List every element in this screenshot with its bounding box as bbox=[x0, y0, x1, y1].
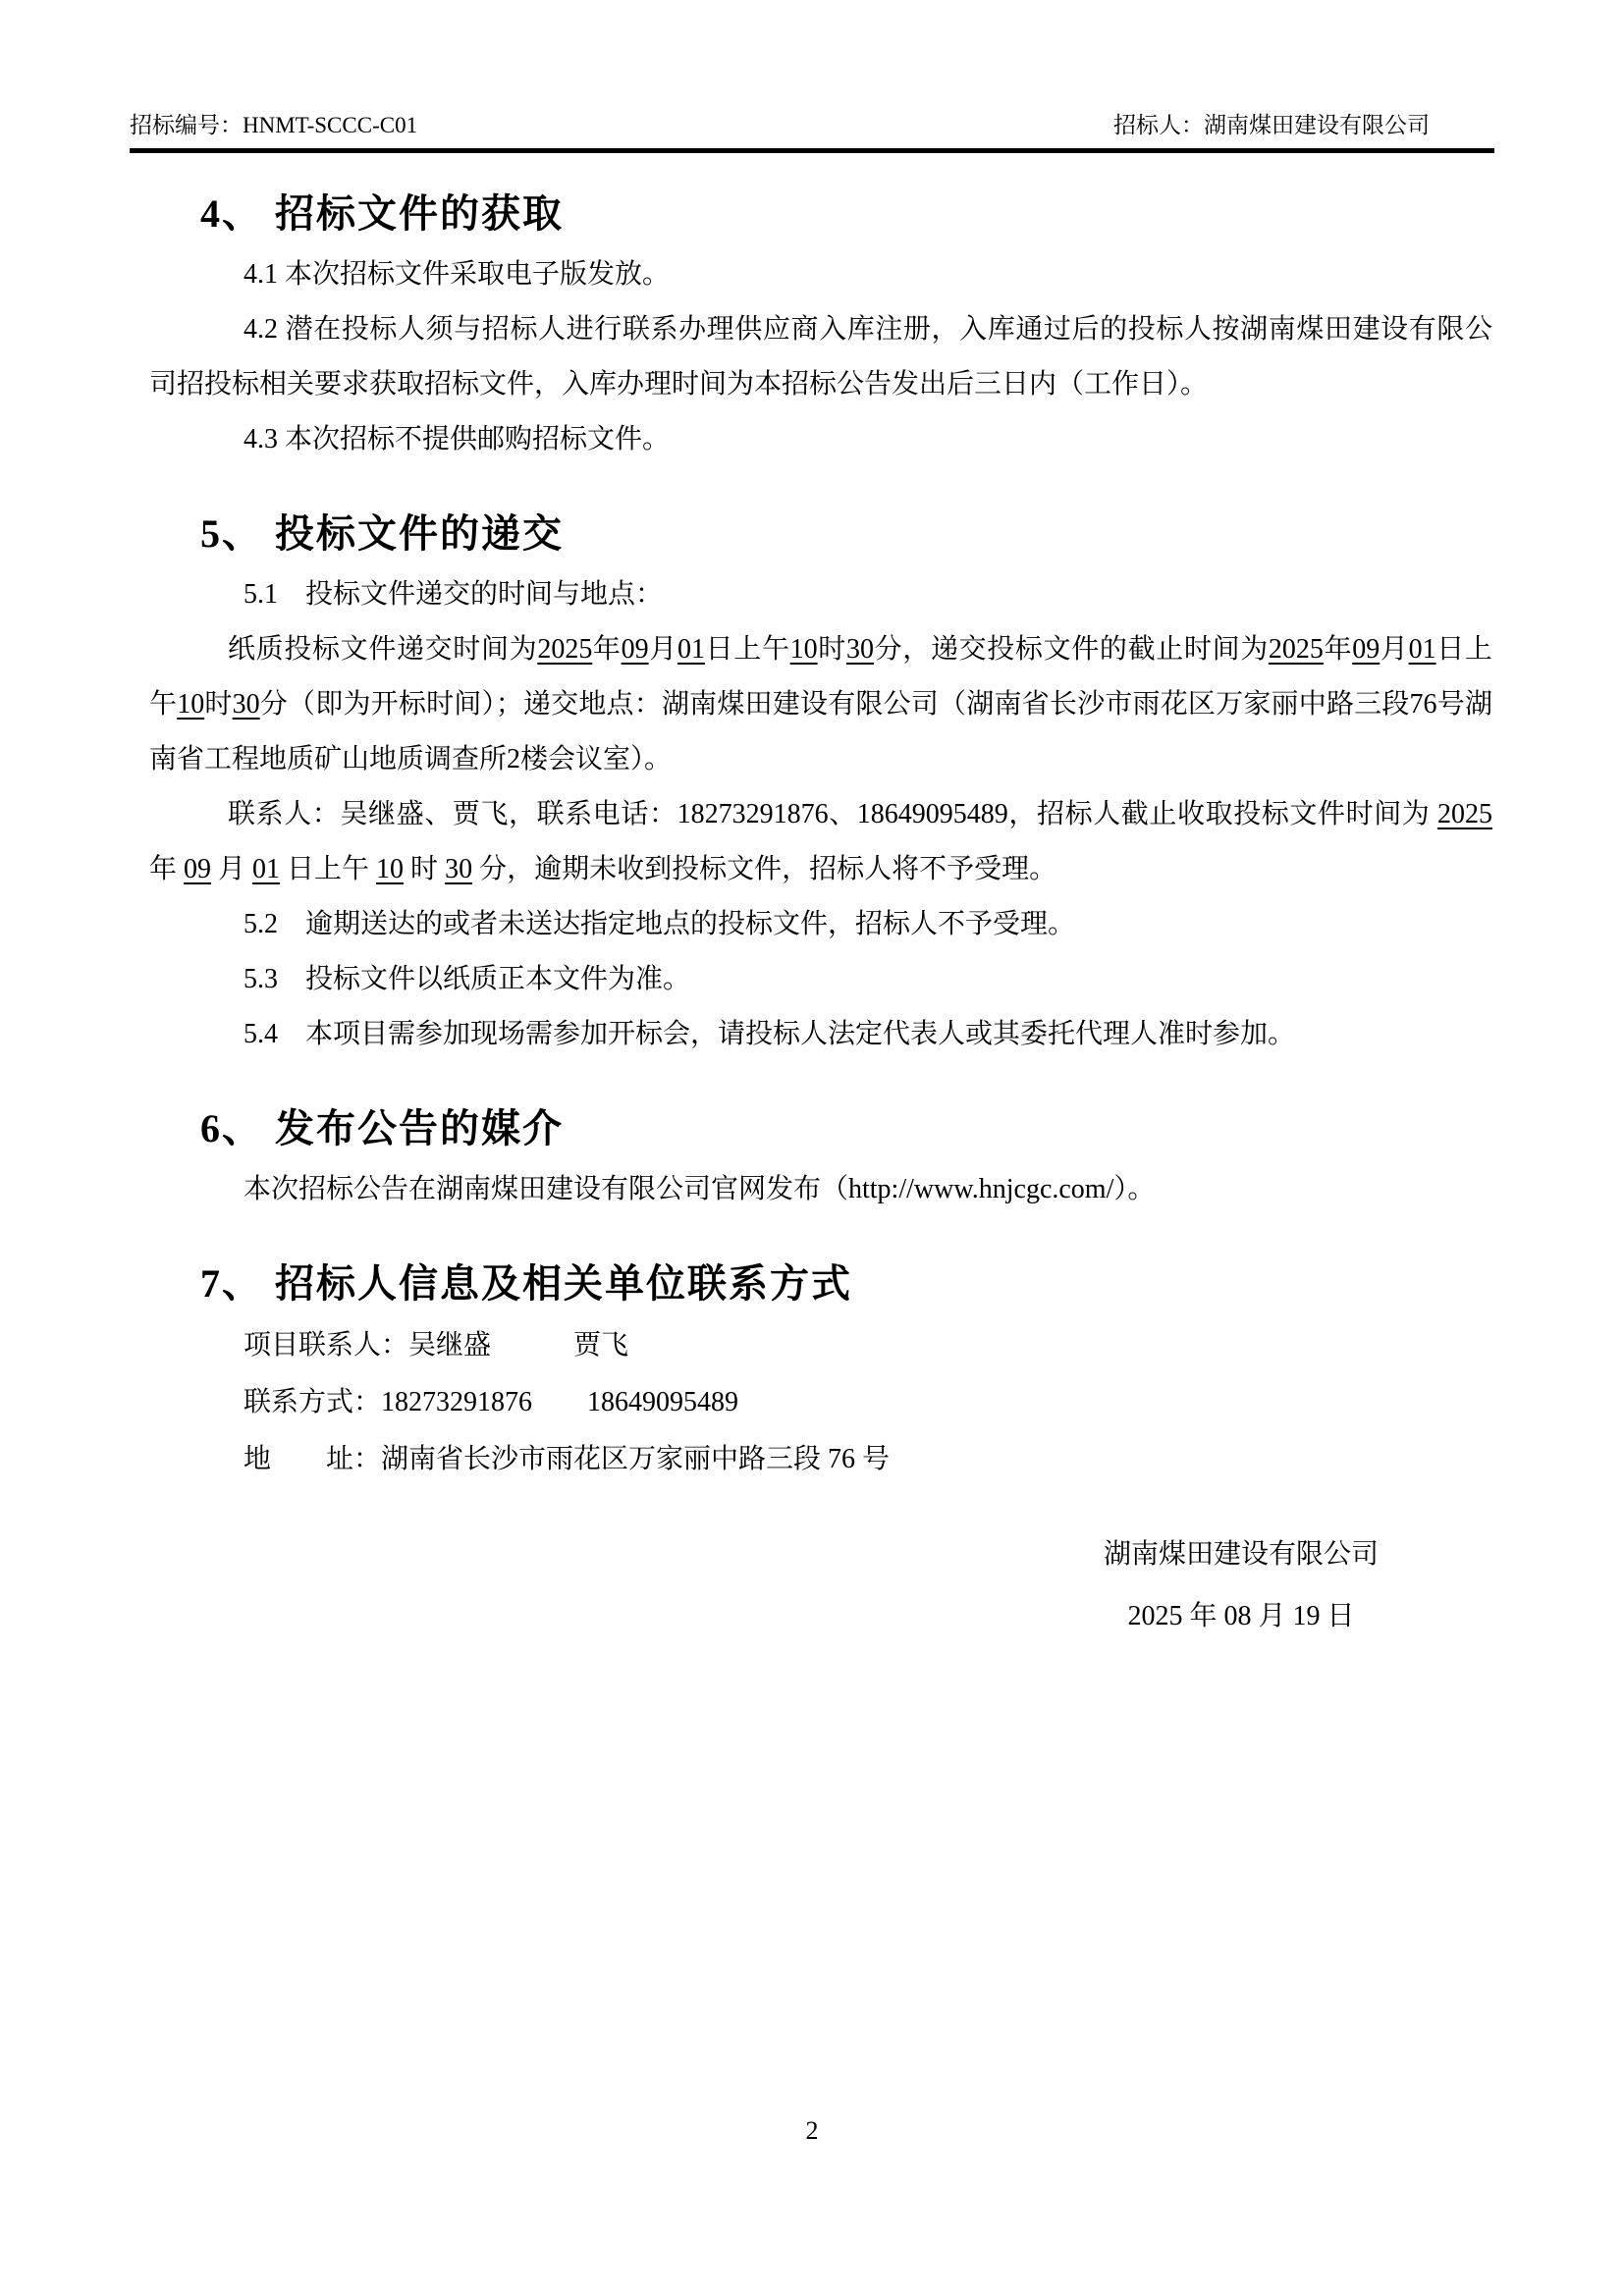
section-5-heading: 5、 投标文件的递交 bbox=[200, 511, 564, 556]
section-7-heading: 7、 招标人信息及相关单位联系方式 bbox=[200, 1261, 852, 1306]
paragraph-6-1: 本次招标公告在湖南煤田建设有限公司官网发布（http://www.hnjcgc.com/）。 bbox=[244, 1174, 1156, 1204]
paragraph-4-2: 4.2 潜在投标人须与招标人进行联系办理供应商入库注册，入库通过后的投标人按湖南煤田建设有限公司招投标相关要求获取招标文件，入库办理时间为本招标公告发出后三日内（工作日）。 bbox=[149, 314, 1492, 400]
section-4-heading: 4、 招标文件的获取 bbox=[200, 191, 564, 236]
tender-number: 招标编号：HNMT-SCCC-C01 bbox=[130, 113, 418, 137]
paragraph-5-2: 5.2 逾期送达的或者未送达指定地点的投标文件，招标人不予受理。 bbox=[244, 909, 1076, 939]
paragraph-4-3: 4.3 本次招标不提供邮购招标文件。 bbox=[244, 424, 671, 454]
paragraph-5-submission-time: 纸质投标文件递交时间为2025年09月01日上午10时30分，递交投标文件的截止时间为2025年09月01日上午10时30分（即为开标时间）；递交地点：湖南煤田建设有限公司（湖南省长沙市雨花区万家丽中路三段76号湖南省工程地质矿山地质调查所2楼会议室）。 bbox=[149, 634, 1492, 774]
signature-date: 2025 年 08 月 19 日 bbox=[1127, 1601, 1355, 1631]
contact-address-line: 地 址：湖南省长沙市雨花区万家丽中路三段 76 号 bbox=[244, 1444, 891, 1474]
paragraph-4-1: 4.1 本次招标文件采取电子版发放。 bbox=[244, 259, 671, 290]
paragraph-5-3: 5.3 投标文件以纸质正本文件为准。 bbox=[244, 964, 691, 994]
paragraph-5-contact-deadline: 联系人：吴继盛、贾飞，联系电话：18273291876、18649095489，招标人截止收取投标文件时间为 2025 年 09 月 01 日上午 10 时 30 分，逾期未收到投标文件，招标人将不予受理。 bbox=[149, 799, 1492, 884]
contact-info-block bbox=[149, 1317, 1492, 1488]
signature-company: 湖南煤田建设有限公司 bbox=[1103, 1539, 1379, 1570]
page-header bbox=[130, 0, 1494, 153]
page-number: 2 bbox=[805, 2116, 819, 2145]
contact-phone-line: 联系方式：18273291876 18649095489 bbox=[244, 1387, 739, 1417]
section-6-heading: 6、 发布公告的媒介 bbox=[200, 1106, 564, 1150]
paragraph-5-4: 5.4 本项目需参加现场需参加开标会，请投标人法定代表人或其委托代理人准时参加。 bbox=[244, 1019, 1296, 1049]
paragraph-5-1: 5.1 投标文件递交的时间与地点： bbox=[244, 579, 664, 610]
tenderer-name: 招标人：湖南煤田建设有限公司 bbox=[1113, 113, 1430, 137]
signature-block bbox=[1045, 1523, 1437, 1647]
document-body bbox=[149, 187, 1492, 1647]
project-contact-line: 项目联系人：吴继盛 贾飞 bbox=[244, 1330, 629, 1361]
